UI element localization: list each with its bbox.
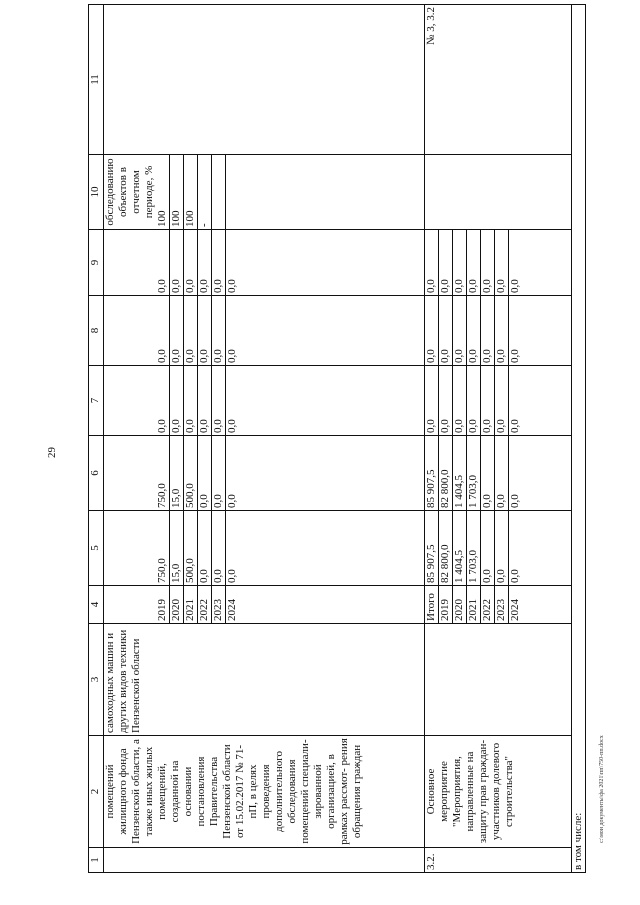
list-item (439, 230, 453, 295)
table-row (425, 5, 572, 873)
table-cell: 1 703,0 (467, 511, 481, 585)
list-item (184, 366, 198, 435)
table-cell: 0,0 (184, 230, 198, 295)
table-cell: 0,0 (481, 436, 495, 510)
list-item (453, 366, 467, 435)
header-cell-10: 10 (89, 155, 104, 230)
list-item (495, 230, 509, 295)
table-cell: 0,0 (509, 569, 521, 583)
row-a-years-list (156, 586, 239, 623)
list-item (495, 366, 509, 435)
list-item (184, 155, 198, 229)
header-cell-7: 7 (89, 366, 104, 436)
table-cell: 2024 (509, 599, 521, 621)
list-item (509, 230, 523, 295)
list-item (170, 511, 184, 585)
list-item (170, 230, 184, 295)
list-item (198, 586, 212, 623)
list-item (226, 230, 240, 295)
table-cell: 100 (170, 155, 184, 229)
list-item (212, 296, 226, 365)
table-cell: 0,0 (467, 366, 481, 435)
row-c-subtotal-label: в том числе: (572, 5, 586, 873)
table-cell: 0,0 (156, 296, 170, 365)
table-cell: 0,0 (198, 436, 212, 510)
table-cell: 0,0 (425, 366, 439, 435)
table-cell: 0,0 (156, 366, 170, 435)
list-item (198, 436, 212, 510)
list-item (156, 155, 170, 229)
table-cell: 85 907,5 (425, 436, 439, 510)
table-cell: 1 703,0 (467, 436, 481, 510)
header-cell-1: 1 (89, 848, 104, 873)
row-a-number (104, 848, 425, 873)
list-item (226, 366, 240, 435)
table-cell: Итого (425, 586, 439, 623)
list-item (170, 366, 184, 435)
table-cell: 0,0 (481, 366, 495, 435)
table-cell: 0,0 (481, 296, 495, 365)
list-item (467, 230, 481, 295)
table-cell: 0,0 (212, 511, 226, 585)
table-cell: 2021 (467, 586, 481, 623)
table-cell: 0,0 (481, 230, 495, 295)
row-b-col5 (425, 511, 572, 586)
list-item (453, 296, 467, 365)
list-item (509, 586, 523, 623)
list-item (156, 586, 170, 623)
row-a-description: помещений жилищного фонда Пензенской области, а также иных жилых помещений, созданной на основании постановления Правительства Пензенской области от 15.02.2017 № 71-пП, в целях проведения дополнительного обследования помещений специали- зированной организацией, в рамках рассмот- рения обращения граждан (104, 736, 425, 848)
list-item (184, 511, 198, 585)
table-cell: 15,0 (170, 511, 184, 585)
row-b-description: Основное мероприятие "Мероприятия, направленные на защиту прав граждан- участников долевого строительства" (425, 736, 572, 848)
table-cell: 2022 (198, 586, 212, 623)
header-cell-11: 11 (89, 5, 104, 155)
table-cell: 0,0 (495, 511, 509, 585)
table-cell: 0,0 (170, 296, 184, 365)
list-item (170, 296, 184, 365)
table-cell: 0,0 (184, 366, 198, 435)
row-a-col10-label: обследованию объектов в отчетном периоде, % (104, 158, 155, 226)
list-item (467, 436, 481, 510)
row-b-years (425, 586, 572, 624)
list-item (212, 586, 226, 623)
table-cell: 0,0 (226, 419, 238, 433)
table-cell: 82 800,0 (439, 511, 453, 585)
header-cell-4: 4 (89, 586, 104, 624)
list-item (425, 296, 439, 365)
list-item (453, 436, 467, 510)
row-a-col8 (104, 296, 425, 366)
rotated-page (88, 7, 586, 873)
list-item (509, 511, 523, 585)
list-item (226, 586, 240, 623)
list-item (439, 366, 453, 435)
table-cell: 0,0 (198, 296, 212, 365)
table-cell: 15,0 (170, 436, 184, 510)
list-item (212, 511, 226, 585)
list-item (495, 511, 509, 585)
list-item (184, 436, 198, 510)
list-item (481, 296, 495, 365)
table-cell: 0,0 (226, 279, 238, 293)
program-table (88, 4, 586, 873)
list-item (495, 586, 509, 623)
table-cell: 0,0 (453, 230, 467, 295)
list-item (453, 230, 467, 295)
list-item (212, 230, 226, 295)
list-item (425, 586, 439, 623)
list-item (226, 511, 240, 585)
table-cell: 2024 (226, 599, 238, 621)
row-a-col5 (104, 511, 425, 586)
list-item (481, 230, 495, 295)
row-a-col7 (104, 366, 425, 436)
page-number: 29 (46, 447, 58, 458)
list-item (156, 296, 170, 365)
table-cell: 2019 (439, 586, 453, 623)
table-cell: 2023 (212, 586, 226, 623)
table-cell: 0,0 (425, 230, 439, 295)
list-item (156, 230, 170, 295)
list-item (453, 511, 467, 585)
table-cell: 82 800,0 (439, 436, 453, 510)
table-cell: - (198, 155, 212, 229)
row-b-col7 (425, 366, 572, 436)
list-item (467, 296, 481, 365)
list-item (439, 296, 453, 365)
list-item (170, 436, 184, 510)
row-b-col6 (425, 436, 572, 511)
list-item (198, 511, 212, 585)
table-cell: 0,0 (439, 366, 453, 435)
list-item (156, 366, 170, 435)
row-a-col6 (104, 436, 425, 511)
table-cell: 0,0 (198, 511, 212, 585)
header-cell-6: 6 (89, 436, 104, 511)
list-item (226, 296, 240, 365)
list-item (481, 436, 495, 510)
list-item (425, 230, 439, 295)
table-cell: 0,0 (509, 419, 521, 433)
table-cell: 1 404,5 (453, 511, 467, 585)
row-b-col11: № 3, 3.2 (425, 5, 572, 155)
table-cell: 2023 (495, 586, 509, 623)
list-item (509, 296, 523, 365)
table-cell: 0,0 (212, 436, 226, 510)
list-item (198, 366, 212, 435)
table-cell: 0,0 (198, 366, 212, 435)
table-cell: 0,0 (509, 279, 521, 293)
list-item (481, 511, 495, 585)
table-cell: 0,0 (495, 436, 509, 510)
header-cell-5: 5 (89, 511, 104, 586)
table-cell: 0,0 (425, 296, 439, 365)
list-item (226, 155, 240, 229)
row-a-years (104, 586, 425, 624)
list-item (481, 586, 495, 623)
list-item (439, 586, 453, 623)
table-cell: 500,0 (184, 436, 198, 510)
table-cell: 0,0 (509, 494, 521, 508)
table-cell: 0,0 (212, 366, 226, 435)
row-a-responsible: самоходных машин и других видов техники Пензенской области (104, 624, 425, 736)
list-item (198, 155, 212, 229)
table-cell: 0,0 (184, 296, 198, 365)
table-cell: 2020 (453, 586, 467, 623)
table-cell: 0,0 (226, 569, 238, 583)
list-item (184, 586, 198, 623)
list-item (198, 230, 212, 295)
table-cell: 0,0 (481, 511, 495, 585)
table-cell: 0,0 (156, 230, 170, 295)
header-cell-2: 2 (89, 736, 104, 848)
list-item (170, 586, 184, 623)
list-item (425, 436, 439, 510)
table-cell: 2022 (481, 586, 495, 623)
table-cell: 0,0 (212, 230, 226, 295)
list-item (156, 436, 170, 510)
list-item (453, 586, 467, 623)
table-cell: 0,0 (495, 296, 509, 365)
list-item (425, 366, 439, 435)
table-row (572, 5, 586, 873)
table-cell (226, 155, 240, 229)
row-a-col10 (104, 155, 425, 230)
list-item (467, 586, 481, 623)
header-cell-8: 8 (89, 296, 104, 366)
row-b-col8 (425, 296, 572, 366)
table-cell: 100 (156, 155, 170, 229)
table-cell: 0,0 (453, 366, 467, 435)
row-a-col11 (104, 5, 425, 155)
table-cell: 0,0 (439, 296, 453, 365)
table-cell: 750,0 (156, 511, 170, 585)
list-item (198, 296, 212, 365)
list-item (212, 366, 226, 435)
list-item (481, 366, 495, 435)
table-cell: 750,0 (156, 436, 170, 510)
table-row (104, 5, 425, 873)
list-item (439, 511, 453, 585)
list-item (467, 511, 481, 585)
table-cell: 0,0 (453, 296, 467, 365)
table-cell: 0,0 (495, 230, 509, 295)
table-cell: 0,0 (439, 230, 453, 295)
list-item (425, 511, 439, 585)
table-cell: 0,0 (170, 366, 184, 435)
list-item (212, 155, 226, 229)
list-item (156, 511, 170, 585)
table-cell: 100 (184, 155, 198, 229)
list-item (170, 155, 184, 229)
row-b-col9 (425, 230, 572, 296)
table-cell: 0,0 (212, 296, 226, 365)
list-item (184, 230, 198, 295)
table-cell: 0,0 (495, 366, 509, 435)
table-cell (212, 155, 226, 229)
list-item (467, 366, 481, 435)
list-item (439, 436, 453, 510)
table-cell: 500,0 (184, 511, 198, 585)
table-cell: 0,0 (226, 494, 238, 508)
header-cell-9: 9 (89, 230, 104, 296)
table-cell: 2020 (170, 586, 184, 623)
header-row (89, 5, 104, 873)
list-item (226, 436, 240, 510)
table-cell: 0,0 (170, 230, 184, 295)
list-item (184, 296, 198, 365)
table-cell: 2019 (156, 586, 170, 623)
list-item (495, 296, 509, 365)
row-b-number: 3.2. (425, 848, 572, 873)
footer-file-path: c:\мои документы\фа 2021\пп\750-пп.docx (599, 735, 605, 843)
table-cell: 1 404,5 (453, 436, 467, 510)
table-cell: 0,0 (509, 349, 521, 363)
header-cell-3: 3 (89, 624, 104, 736)
list-item (212, 436, 226, 510)
list-item (495, 436, 509, 510)
row-b-col3 (425, 624, 572, 736)
table-cell: 0,0 (467, 296, 481, 365)
row-b-col10 (425, 155, 572, 230)
table-cell: 0,0 (226, 349, 238, 363)
table-cell: 0,0 (198, 230, 212, 295)
list-item (509, 366, 523, 435)
table-cell: 0,0 (467, 230, 481, 295)
table-cell: 85 907,5 (425, 511, 439, 585)
table-cell: 2021 (184, 586, 198, 623)
list-item (509, 436, 523, 510)
row-a-col9 (104, 230, 425, 296)
